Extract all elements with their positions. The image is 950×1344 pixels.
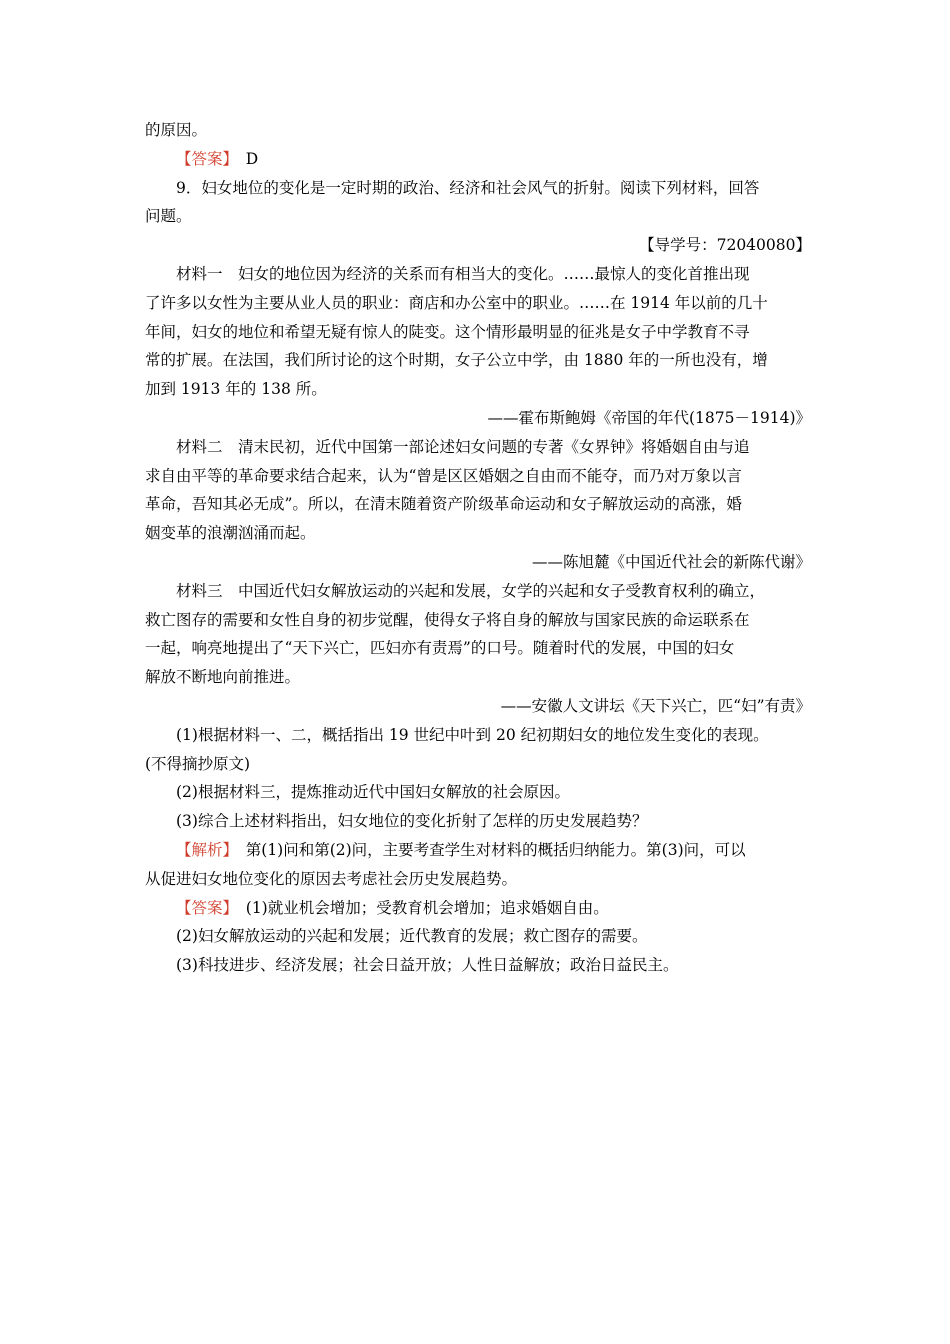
material-two-line: 革命，吾知其必无成”。所以，在清末随着资产阶级革命运动和女子解放运动的高涨，婚	[145, 495, 742, 514]
material-three-line: 材料三 中国近代妇女解放运动的兴起和发展，女学的兴起和女子受教育权利的确立，	[176, 581, 766, 600]
previous-question-tail: 的原因。	[145, 121, 208, 139]
material-one-line: 年间，妇女的地位和希望无疑有惊人的陡变。这个情形最明显的征兆是女子中学教育不寻	[145, 322, 750, 341]
material-one-source: ——霍布斯鲍姆《帝国的年代(1875－1914)》	[487, 408, 811, 427]
material-two-source: ——陈旭麓《中国近代社会的新陈代谢》	[531, 552, 811, 571]
material-three-line: 救亡图存的需要和女性自身的初步觉醒，使得女子将自身的解放与国家民族的命运联系在	[145, 610, 750, 629]
answer-text-2: (2)妇女解放运动的兴起和发展；近代教育的发展；救亡图存的需要。	[176, 927, 648, 946]
answer-value: D	[245, 149, 259, 168]
material-two-line: 材料二 清末民初，近代中国第一部论述妇女问题的专著《女界钟》将婚姻自由与追	[176, 437, 750, 456]
analysis-text: 第(1)问和第(2)问，主要考查学生对材料的概括归纳能力。第(3)问，可以	[230, 840, 746, 859]
material-one-line: 常的扩展。在法国，我们所讨论的这个时期，女子公立中学，由 1880 年的一所也没有，增	[145, 351, 768, 370]
material-three-source: ——安徽人文讲坛《天下兴亡，匹“妇”有责》	[500, 696, 811, 715]
material-two-line: 姻变革的浪潮汹涌而起。	[145, 524, 316, 543]
guide-number: 【导学号：72040080】	[639, 236, 811, 255]
answer-tag: 【答案】	[176, 898, 231, 917]
question-stem-line: 9．妇女地位的变化是一定时期的政治、经济和社会风气的折射。阅读下列材料，回答	[176, 178, 760, 197]
sub-question-1: (1)根据材料一、二，概括指出 19 世纪中叶到 20 纪初期妇女的地位发生变化的表现。	[176, 725, 769, 744]
material-three-line: 解放不断地向前推进。	[145, 668, 301, 687]
analysis-line-2: 从促进妇女地位变化的原因去考虑社会历史发展趋势。	[145, 869, 518, 888]
answer-text-1: (1)就业机会增加；受教育机会增加；追求婚姻自由。	[230, 898, 609, 917]
analysis-line	[145, 836, 811, 865]
sub-question-1-note: (不得摘抄原文)	[145, 754, 251, 773]
document-body	[145, 116, 811, 980]
material-one-line: 了许多以女性为主要从业人员的职业：商店和办公室中的职业。……在 1914 年以前的几十	[145, 293, 768, 312]
sub-question-3: (3)综合上述材料指出，妇女地位的变化折射了怎样的历史发展趋势？	[176, 812, 648, 831]
analysis-tag: 【解析】	[176, 840, 231, 859]
answer-line	[145, 894, 811, 923]
material-two-line: 求自由平等的革命要求结合起来，认为“曾是区区婚姻之自由而不能夺，而乃对万象以言	[145, 466, 742, 485]
previous-answer-line	[145, 145, 811, 174]
material-one-line: 加到 1913 年的 138 所。	[145, 380, 327, 399]
question-stem-line: 问题。	[145, 207, 192, 226]
answer-text-3: (3)科技进步、经济发展；社会日益开放；人性日益解放；政治日益民主。	[176, 956, 679, 975]
material-one-line: 材料一 妇女的地位因为经济的关系而有相当大的变化。……最惊人的变化首推出现	[176, 264, 750, 283]
material-three-line: 一起，响亮地提出了“天下兴亡，匹妇亦有责焉”的口号。随着时代的发展，中国的妇女	[145, 639, 735, 658]
answer-tag: 【答案】	[176, 149, 231, 168]
sub-question-2: (2)根据材料三，提炼推动近代中国妇女解放的社会原因。	[176, 783, 570, 802]
